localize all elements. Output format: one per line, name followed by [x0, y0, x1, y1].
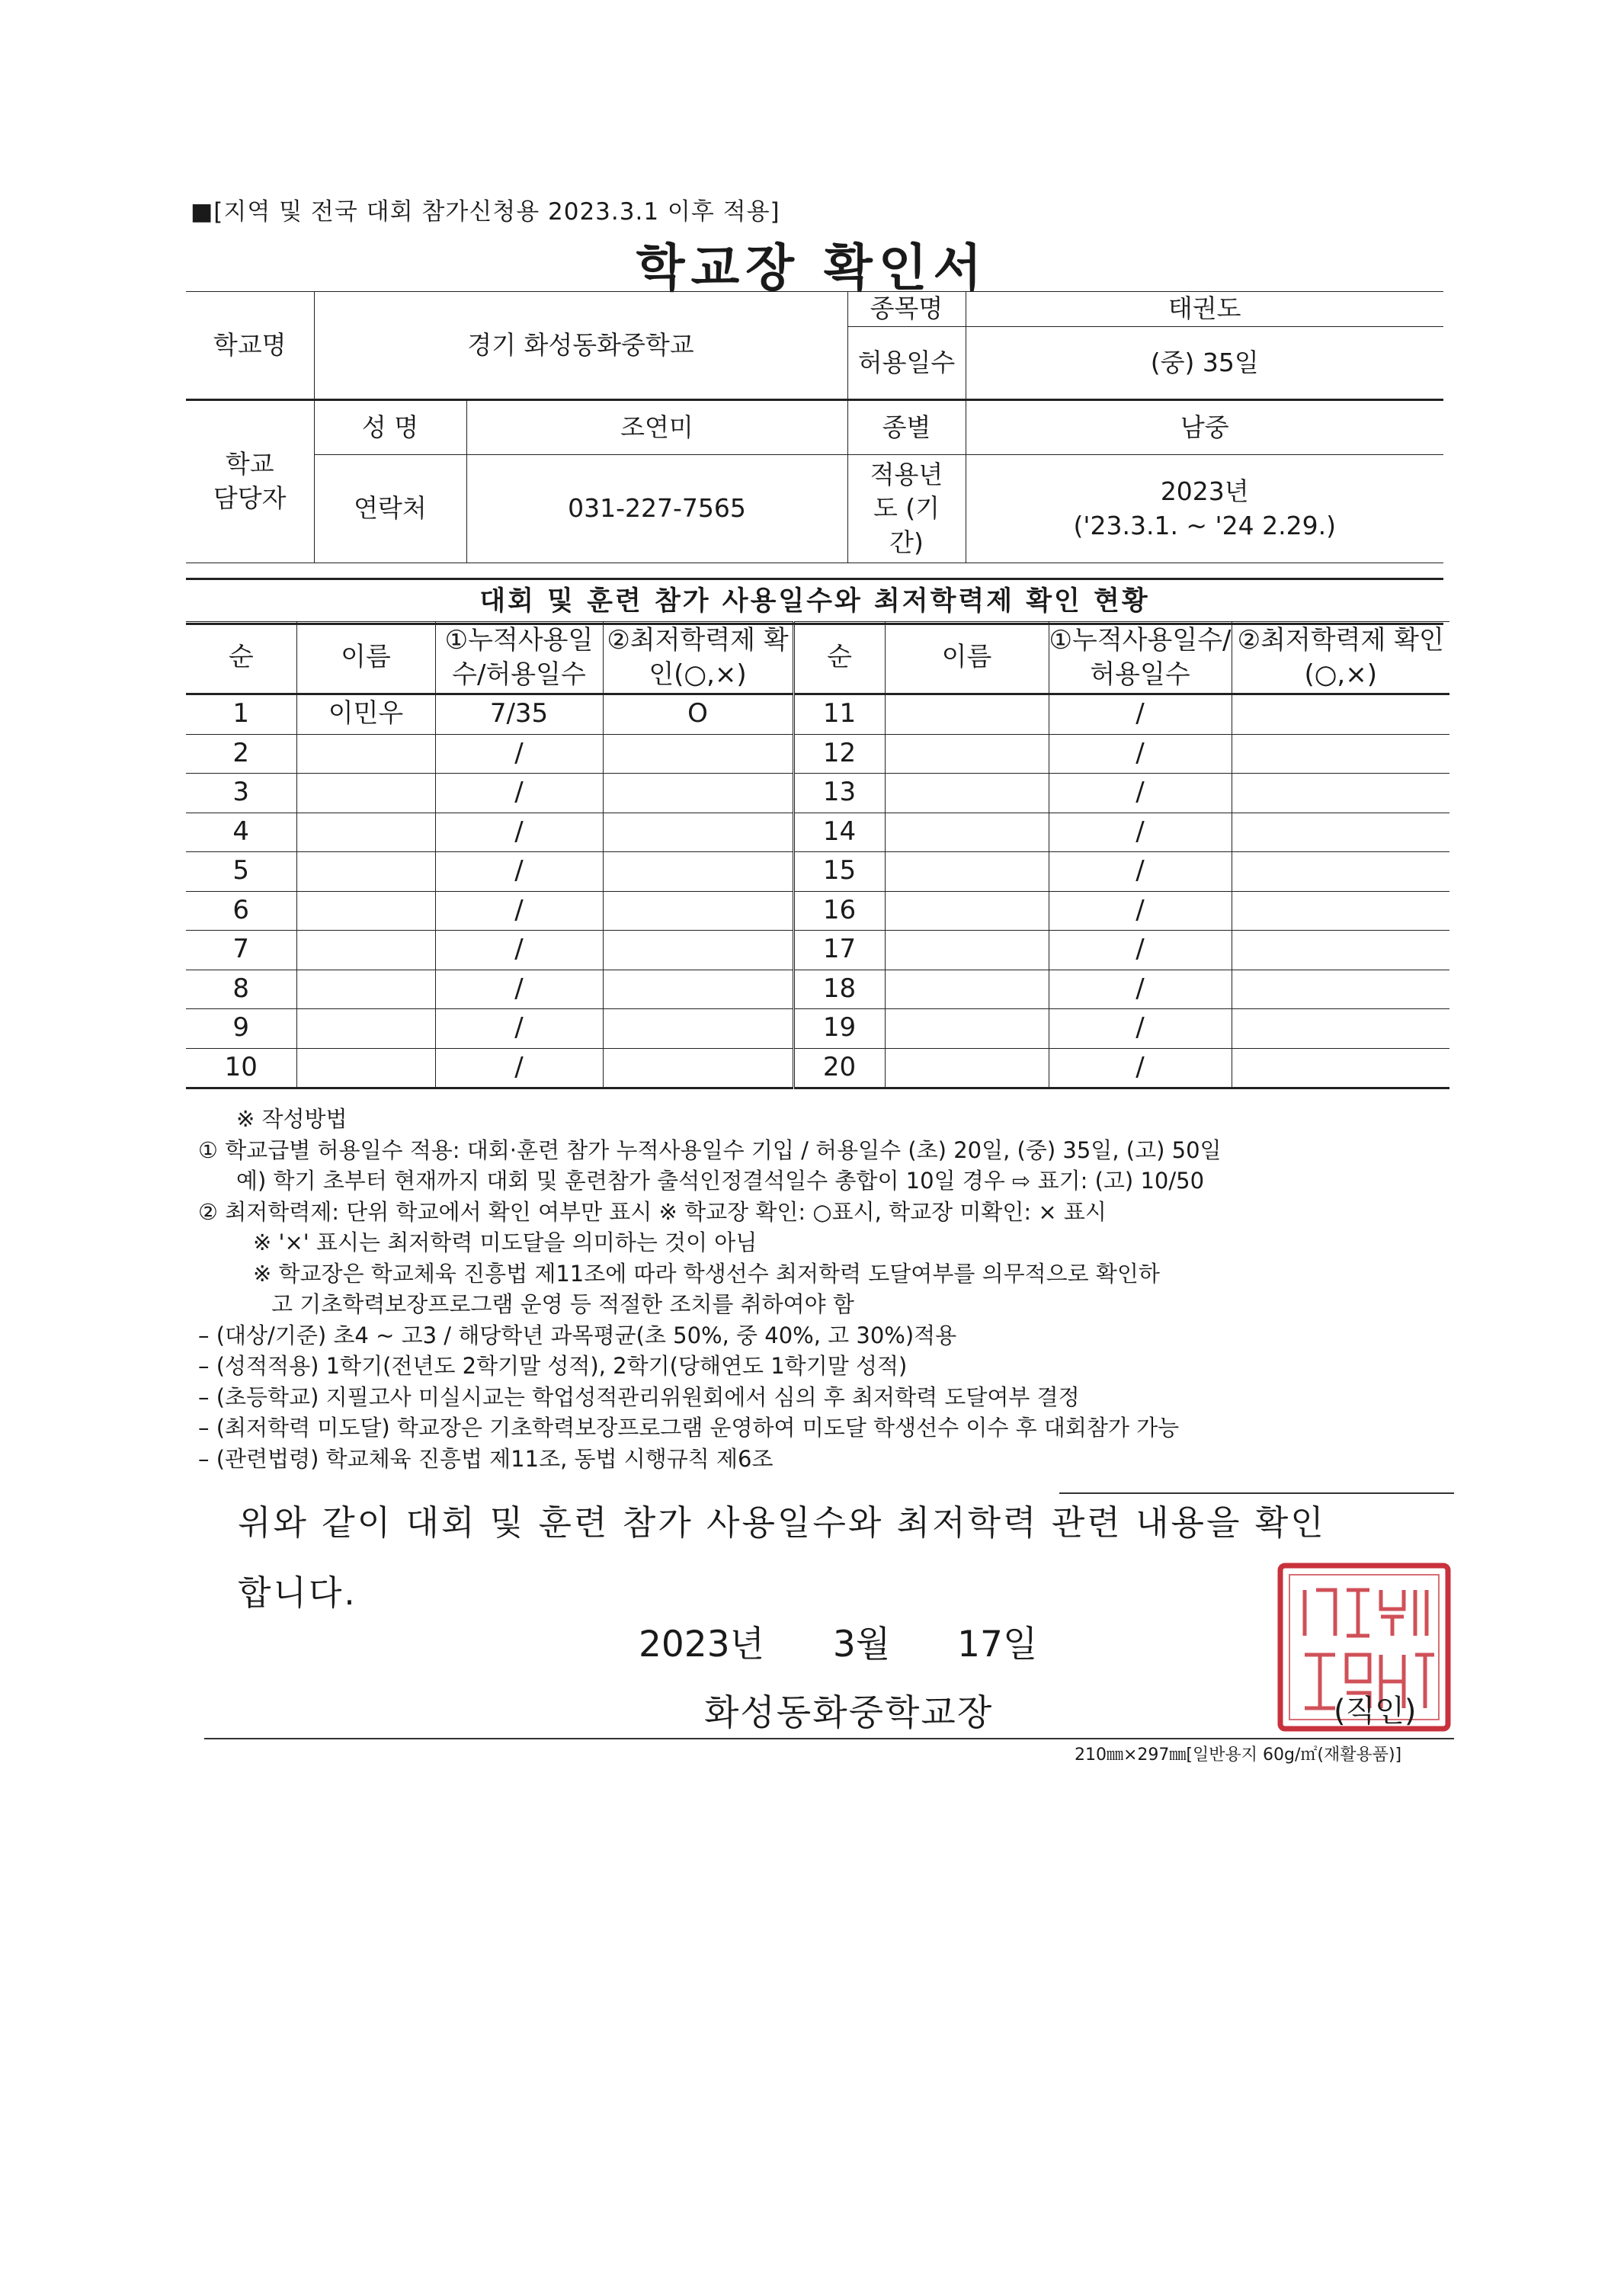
row-days: /	[435, 970, 603, 1009]
row-no: 13	[793, 774, 885, 813]
status-row	[186, 1048, 1449, 1088]
row-name	[296, 970, 435, 1009]
status-row	[186, 694, 1449, 735]
col-check-left: ②최저학력제 확인(○,×)	[603, 622, 793, 694]
note-2: ② 최저학력제: 단위 학교에서 확인 여부만 표시 ※ 학교장 확인: ○표시, 학교장 미확인: × 표시	[198, 1198, 1107, 1225]
status-heading: 대회 및 훈련 참가 사용일수와 최저학력제 확인 현황	[186, 578, 1443, 625]
school-info-table	[186, 291, 1443, 563]
period-label: 적용년도 (기간)	[847, 455, 966, 563]
row-check	[1232, 931, 1449, 970]
paper-spec-note: 210㎜×297㎜[일반용지 60g/㎡(재활용품)]	[1075, 1745, 1402, 1765]
row-no: 20	[793, 1048, 885, 1088]
row-name	[885, 891, 1049, 931]
row-name	[885, 931, 1049, 970]
date-month: 3월	[832, 1624, 891, 1665]
row-name	[296, 891, 435, 931]
note-4a: ※ 학교장은 학교체육 진흥법 제11조에 따라 학생선수 최저학력 도달여부를 의무적으로 확인하	[253, 1260, 1160, 1287]
note-4b: 고 기초학력보장프로그램 운영 등 적절한 조치를 취하여야 함	[271, 1291, 854, 1317]
row-check	[1232, 1048, 1449, 1088]
row-days: /	[435, 774, 603, 813]
row-days: /	[435, 931, 603, 970]
row-no: 3	[186, 774, 296, 813]
row-days: /	[1049, 852, 1232, 892]
status-row	[186, 891, 1449, 931]
note-1a: ① 학교급별 허용일수 적용: 대회·훈련 참가 누적사용일수 기입 / 허용일수 (초) 20일, (중) 35일, (고) 50일	[198, 1136, 1222, 1163]
col-name-right: 이름	[885, 622, 1049, 694]
row-no: 14	[793, 813, 885, 852]
row-name	[296, 1009, 435, 1049]
name-label: 성 명	[314, 400, 466, 455]
contact-value: 031-227-7565	[466, 455, 847, 563]
row-days: /	[1049, 734, 1232, 774]
row-no: 4	[186, 813, 296, 852]
row-no: 2	[186, 734, 296, 774]
col-no-right: 순	[793, 622, 885, 694]
principal-title: 화성동화중학교장	[704, 1692, 994, 1734]
row-name	[885, 694, 1049, 735]
row-no: 6	[186, 891, 296, 931]
row-name	[296, 734, 435, 774]
row-name	[885, 970, 1049, 1009]
col-name-left: 이름	[296, 622, 435, 694]
document-notice: ■[지역 및 전국 대회 참가신청용 2023.3.1 이후 적용]	[191, 198, 780, 226]
confirmation-line-1: 위와 같이 대회 및 훈련 참가 사용일수와 최저학력 관련 내용을 확인	[238, 1502, 1326, 1543]
row-check	[1232, 813, 1449, 852]
date-day: 17일	[957, 1624, 1038, 1665]
row-check	[1232, 1009, 1449, 1049]
row-days: /	[435, 1048, 603, 1088]
school-name-value: 경기 화성동화중학교	[314, 292, 847, 400]
row-check	[1232, 970, 1449, 1009]
status-rows	[186, 694, 1449, 1088]
writing-notes	[198, 1104, 1448, 1474]
divider-bottom	[204, 1738, 1454, 1739]
row-name	[885, 813, 1049, 852]
row-check: O	[603, 694, 793, 735]
row-no: 9	[186, 1009, 296, 1049]
row-days: /	[435, 852, 603, 892]
row-days: /	[1049, 1009, 1232, 1049]
status-row	[186, 931, 1449, 970]
row-days: /	[435, 1009, 603, 1049]
sport-value: 태권도	[966, 292, 1443, 327]
row-days: /	[1049, 694, 1232, 735]
row-check	[1232, 694, 1449, 735]
row-no: 1	[186, 694, 296, 735]
row-no: 7	[186, 931, 296, 970]
status-table	[186, 621, 1449, 1089]
row-check	[1232, 852, 1449, 892]
row-name	[885, 852, 1049, 892]
status-row	[186, 813, 1449, 852]
allowed-days-value: (중) 35일	[966, 327, 1443, 400]
row-no: 10	[186, 1048, 296, 1088]
row-check	[1232, 891, 1449, 931]
row-check	[603, 970, 793, 1009]
note-dash-1: – (대상/기준) 초4 ~ 고3 / 해당학년 과목평균(초 50%, 중 40%, 고 30%)적용	[198, 1322, 957, 1348]
row-name	[885, 734, 1049, 774]
category-value: 남중	[966, 400, 1443, 455]
row-no: 5	[186, 852, 296, 892]
sport-label: 종목명	[847, 292, 966, 327]
row-days: /	[1049, 813, 1232, 852]
col-days-right: ①누적사용일수/허용일수	[1049, 622, 1232, 694]
row-name: 이민우	[296, 694, 435, 735]
seal-label: (직인)	[1334, 1694, 1417, 1729]
note-3: ※ '×' 표시는 최저학력 미도달을 의미하는 것이 아님	[253, 1229, 758, 1255]
allowed-days-label: 허용일수	[847, 327, 966, 400]
contact-label: 연락처	[314, 455, 466, 563]
row-days: /	[1049, 774, 1232, 813]
row-no: 18	[793, 970, 885, 1009]
row-check	[603, 1048, 793, 1088]
row-check	[603, 734, 793, 774]
row-name	[296, 774, 435, 813]
period-year: 2023년	[1160, 476, 1249, 506]
row-name	[885, 1009, 1049, 1049]
row-no: 19	[793, 1009, 885, 1049]
row-no: 12	[793, 734, 885, 774]
note-dash-3: – (초등학교) 지필고사 미실시교는 학업성적관리위원회에서 심의 후 최저학력 도달여부 결정	[198, 1383, 1080, 1410]
row-check	[603, 1009, 793, 1049]
row-name	[296, 852, 435, 892]
row-check	[603, 931, 793, 970]
note-1b: 예) 학기 초부터 현재까지 대회 및 훈련참가 출석인정결석일수 총합이 10일 경우 ⇨ 표기: (고) 10/50	[236, 1168, 1205, 1194]
row-days: /	[435, 891, 603, 931]
row-no: 11	[793, 694, 885, 735]
row-check	[1232, 774, 1449, 813]
row-check	[603, 891, 793, 931]
row-days: 7/35	[435, 694, 603, 735]
note-dash-5: – (관련법령) 학교체육 진흥법 제11조, 동법 시행규칙 제6조	[198, 1445, 774, 1472]
date-year: 2023년	[639, 1624, 765, 1665]
row-name	[296, 931, 435, 970]
col-days-left: ①누적사용일수/허용일수	[435, 622, 603, 694]
row-no: 16	[793, 891, 885, 931]
row-name	[296, 813, 435, 852]
document-title: 학교장 확인서	[636, 239, 988, 297]
status-row	[186, 1009, 1449, 1049]
row-no: 8	[186, 970, 296, 1009]
row-days: /	[435, 734, 603, 774]
row-no: 17	[793, 931, 885, 970]
row-check	[1232, 734, 1449, 774]
name-value: 조연미	[466, 400, 847, 455]
period-range: ('23.3.1. ~ '24 2.29.)	[1073, 510, 1336, 540]
row-days: /	[1049, 1048, 1232, 1088]
category-label: 종별	[847, 400, 966, 455]
note-dash-4: – (최저학력 미도달) 학교장은 기초학력보장프로그램 운영하여 미도달 학생선수 이수 후 대회참가 가능	[198, 1415, 1180, 1441]
row-days: /	[1049, 970, 1232, 1009]
row-check	[603, 852, 793, 892]
manager-label: 학교 담당자	[186, 400, 314, 563]
status-row	[186, 852, 1449, 892]
confirmation-line-2: 합니다.	[238, 1572, 357, 1613]
school-name-label: 학교명	[186, 292, 314, 400]
status-row	[186, 970, 1449, 1009]
row-check	[603, 774, 793, 813]
row-check	[603, 813, 793, 852]
row-days: /	[435, 813, 603, 852]
note-dash-2: – (성적적용) 1학기(전년도 2학기말 성적), 2학기(당해연도 1학기말 성적)	[198, 1353, 908, 1379]
row-days: /	[1049, 931, 1232, 970]
row-name	[885, 774, 1049, 813]
status-row	[186, 734, 1449, 774]
notes-title: ※ 작성방법	[236, 1106, 348, 1132]
row-days: /	[1049, 891, 1232, 931]
period-value	[966, 455, 1443, 563]
row-name	[296, 1048, 435, 1088]
confirmation-date	[639, 1616, 1037, 1667]
col-check-right: ②최저학력제 확인(○,×)	[1232, 622, 1449, 694]
row-no: 15	[793, 852, 885, 892]
row-name	[885, 1048, 1049, 1088]
status-row	[186, 774, 1449, 813]
col-no-left: 순	[186, 622, 296, 694]
